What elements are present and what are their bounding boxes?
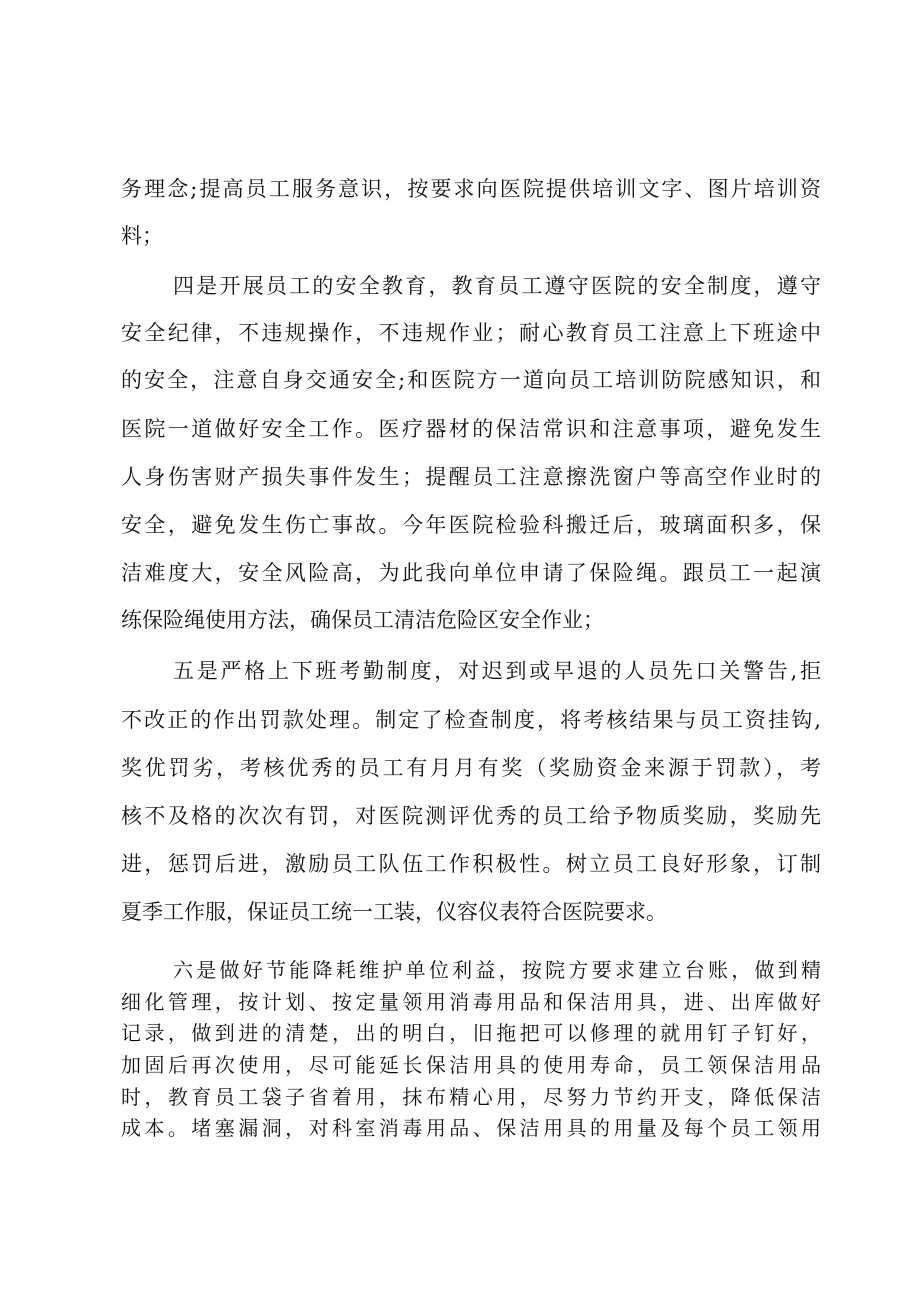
- text-line: 细化管理，按计划、按定量领用消毒用品和保洁用具，进、出库做好: [121, 990, 821, 1014]
- text-line: 料；: [121, 224, 163, 248]
- text-line: 核不及格的次次有罚，对医院测评优秀的员工给予物质奖励，奖励先: [121, 804, 821, 828]
- text-line: 安全，避免发生伤亡事故。今年医院检验科搬迁后，玻璃面积多，保: [121, 513, 821, 537]
- text-line: 人身伤害财产损失事件发生；提醒员工注意擦洗窗户等高空作业时的: [121, 465, 821, 489]
- text-line: 夏季工作服，保证员工统一工装，仪容仪表符合医院要求。: [121, 900, 667, 924]
- text-line: 记录，做到进的清楚，出的明白，旧拖把可以修理的就用钉子钉好，: [121, 1021, 821, 1045]
- text-line: 四是开展员工的安全教育，教育员工遵守医院的安全制度，遵守: [173, 274, 821, 298]
- text-line: 时，教育员工袋子省着用，抹布精心用，尽努力节约开支，降低保洁: [121, 1085, 821, 1109]
- text-line: 成本。堵塞漏洞，对科室消毒用品、保洁用具的用量及每个员工领用: [121, 1116, 821, 1140]
- text-line: 六是做好节能降耗维护单位利益，按院方要求建立台账，做到精: [173, 958, 821, 982]
- text-line: 的安全，注意自身交通安全;和医院方一道向员工培训防院感知识，和: [121, 368, 821, 392]
- text-line: 进，惩罚后进，激励员工队伍工作积极性。树立员工良好形象，订制: [121, 852, 821, 876]
- text-line: 五是严格上下班考勤制度，对迟到或早退的人员先口关警告,拒: [173, 659, 821, 683]
- text-line: 医院一道做好安全工作。医疗器材的保洁常识和注意事项，避免发生: [121, 417, 821, 441]
- text-line: 加固后再次使用，尽可能延长保洁用具的使用寿命，员工领保洁用品: [121, 1053, 821, 1077]
- text-line: 不改正的作出罚款处理。制定了检查制度，将考核结果与员工资挂钩,: [121, 708, 821, 732]
- text-line: 安全纪律，不违规操作，不违规作业；耐心教育员工注意上下班途中: [121, 321, 821, 345]
- text-line: 务理念;提高员工服务意识，按要求向医院提供培训文字、图片培训资: [121, 177, 821, 201]
- text-line: 练保险绳使用方法，确保员工清洁危险区安全作业；: [121, 608, 604, 632]
- text-line: 奖优罚劣，考核优秀的员工有月月有奖（奖励资金来源于罚款），考: [121, 756, 821, 780]
- text-line: 洁难度大，安全风险高，为此我向单位申请了保险绳。跟员工一起演: [121, 561, 821, 585]
